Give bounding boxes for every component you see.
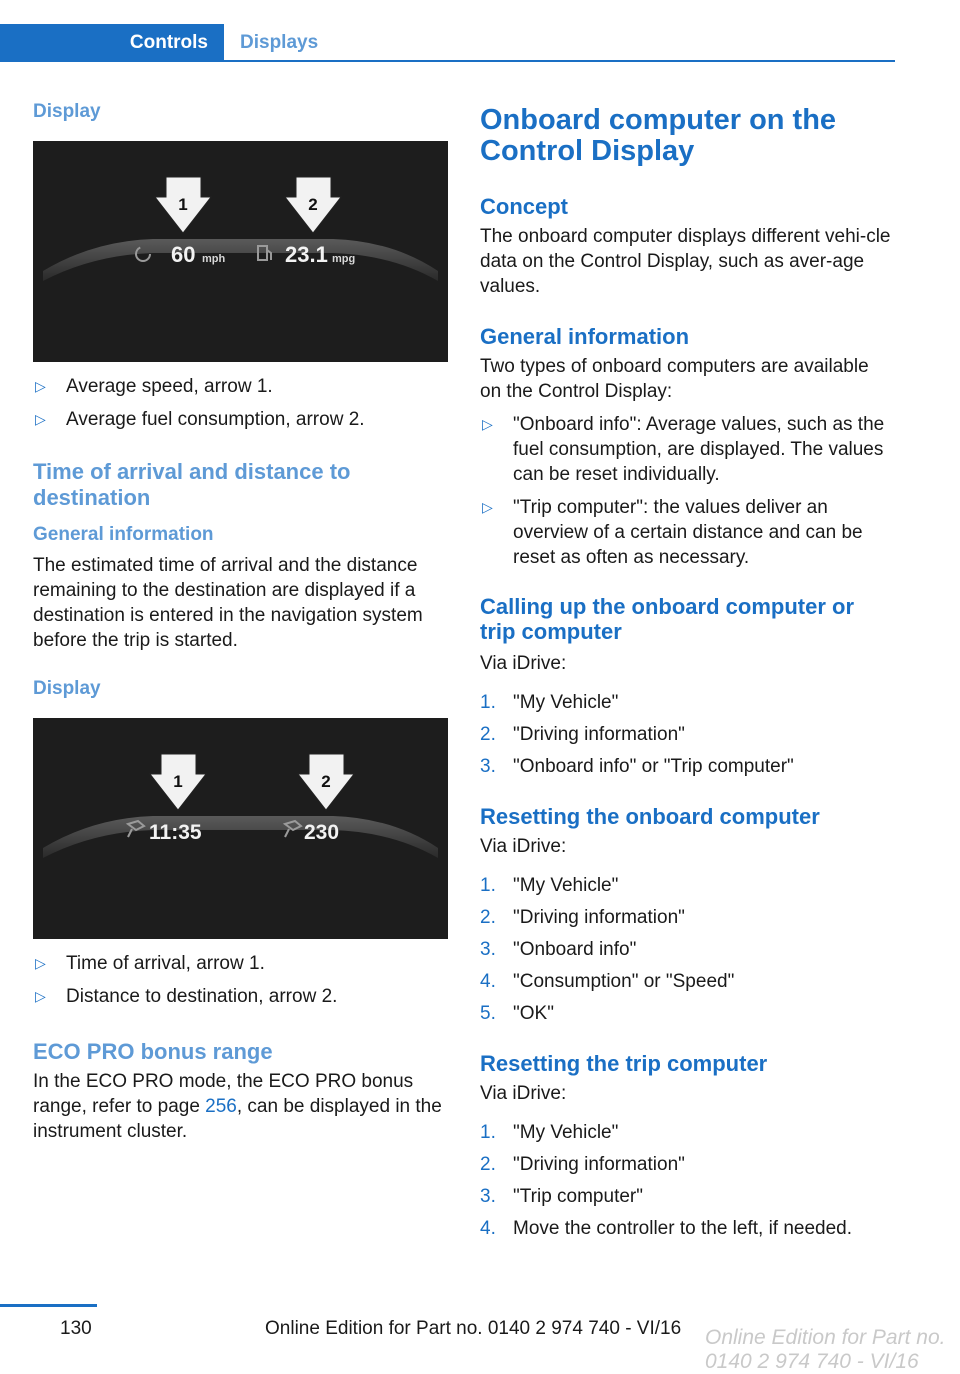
display-heading-2: Display <box>33 678 101 700</box>
reset-trip-heading: Resetting the trip computer <box>480 1051 768 1077</box>
left-column <box>33 100 448 1144</box>
edition-footer: Online Edition for Part no. 0140 2 974 740 - VI/16 <box>265 1318 682 1339</box>
reset-onboard-steps-list <box>480 873 895 1026</box>
screen1-legend-list <box>33 374 448 432</box>
concept-text: The onboard computer displays different vehi‐cle data on the Control Display, such as aver‐age values. <box>480 225 891 297</box>
list-item: ▷ "Onboard info": Average values, such as the fuel consumption, are displayed. The values can be reset individually. <box>482 413 885 485</box>
list-item: 4. Move the controller to the left, if needed. <box>480 1218 853 1240</box>
reset-trip-steps-list <box>480 1120 895 1241</box>
page-number: 130 <box>60 1318 92 1339</box>
list-item: 2. "Driving information" <box>480 907 685 929</box>
concept-heading: Concept <box>480 193 568 219</box>
general-info-text-right: Two types of onboard computers are available on the Control Display: <box>480 355 869 402</box>
general-info-heading: General information <box>33 523 214 545</box>
list-item: 1. "My Vehicle" <box>480 1122 619 1144</box>
list-item: ▷ Time of arrival, arrow 1. <box>35 952 265 974</box>
avg-fuel-value: 23.1 <box>285 241 328 267</box>
general-info-text: The estimated time of arrival and the distance remaining to the destination are displayed if a destination is entered in the navigation system before the trip is started. <box>33 555 423 652</box>
arrow-1-label: 1 <box>178 194 188 214</box>
list-item: ▷ Average speed, arrow 1. <box>35 375 273 397</box>
arrow-2-label: 2 <box>308 194 318 214</box>
right-column <box>480 100 895 1241</box>
triangle-bullet-icon: ▷ <box>482 415 493 432</box>
list-item: 1. "My Vehicle" <box>480 875 619 897</box>
footer-rule <box>0 1304 97 1307</box>
tab-controls[interactable]: Controls <box>0 24 224 62</box>
arrow-2-label: 2 <box>321 771 331 791</box>
display-heading-1: Display <box>33 101 101 122</box>
list-item: 4. "Consumption" or "Speed" <box>480 971 735 993</box>
page-link[interactable]: 256 <box>205 1095 237 1117</box>
watermark: Online Edition for Part no. 0140 2 974 740 - VI/16 <box>705 1326 946 1373</box>
arrival-time-value: 11:35 <box>149 820 202 844</box>
eco-pro-heading: ECO PRO bonus range <box>33 1038 273 1064</box>
page-title: Onboard computer on the Control Display <box>480 104 837 168</box>
calling-steps-list <box>480 690 895 779</box>
list-item: 3. "Trip computer" <box>480 1186 643 1208</box>
triangle-bullet-icon: ▷ <box>35 954 46 971</box>
arrow-1-label: 1 <box>173 771 183 791</box>
avg-speed-unit: mph <box>202 252 226 265</box>
general-info-heading-right: General information <box>480 323 690 349</box>
section-title-arrival: Time of arrival and distance to destination <box>33 458 351 510</box>
computer-types-list <box>480 412 895 570</box>
list-item: 2. "Driving information" <box>480 1154 685 1176</box>
list-item: 3. "Onboard info" or "Trip computer" <box>480 756 794 778</box>
reset-onboard-heading: Resetting the onboard computer <box>480 804 820 830</box>
calling-via-text: Via iDrive: <box>480 653 567 675</box>
avg-fuel-unit: mpg <box>332 252 356 265</box>
triangle-bullet-icon: ▷ <box>35 377 46 394</box>
instrument-screenshot-1 <box>33 141 448 362</box>
list-item: ▷ "Trip computer": the values deliver an overview of a certain distance and can be reset as often as necessary. <box>482 496 863 568</box>
reset-trip-via-text: Via iDrive: <box>480 1083 567 1105</box>
instrument-screenshot-2 <box>33 718 448 939</box>
eco-pro-text: In the ECO PRO mode, the ECO PRO bonus range, refer to page 256, can be displayed in the instrument cluster. <box>33 1070 442 1142</box>
list-item: ▷ Distance to destination, arrow 2. <box>35 985 338 1007</box>
list-item: 2. "Driving information" <box>480 724 685 746</box>
triangle-bullet-icon: ▷ <box>482 498 493 515</box>
screen2-legend-list <box>33 951 448 1009</box>
list-item: 3. "Onboard info" <box>480 939 637 961</box>
calling-up-heading: Calling up the onboard computer or trip computer <box>480 593 854 645</box>
list-item: ▷ Average fuel consumption, arrow 2. <box>35 408 365 430</box>
tab-displays[interactable]: Displays <box>240 32 319 53</box>
distance-value: 230 <box>304 820 340 844</box>
triangle-bullet-icon: ▷ <box>35 410 46 427</box>
triangle-bullet-icon: ▷ <box>35 987 46 1004</box>
list-item: 5. "OK" <box>480 1003 554 1025</box>
header-tabs <box>0 24 895 62</box>
avg-speed-value: 60 <box>171 241 196 267</box>
reset-onboard-via-text: Via iDrive: <box>480 836 567 858</box>
list-item: 1. "My Vehicle" <box>480 692 619 714</box>
